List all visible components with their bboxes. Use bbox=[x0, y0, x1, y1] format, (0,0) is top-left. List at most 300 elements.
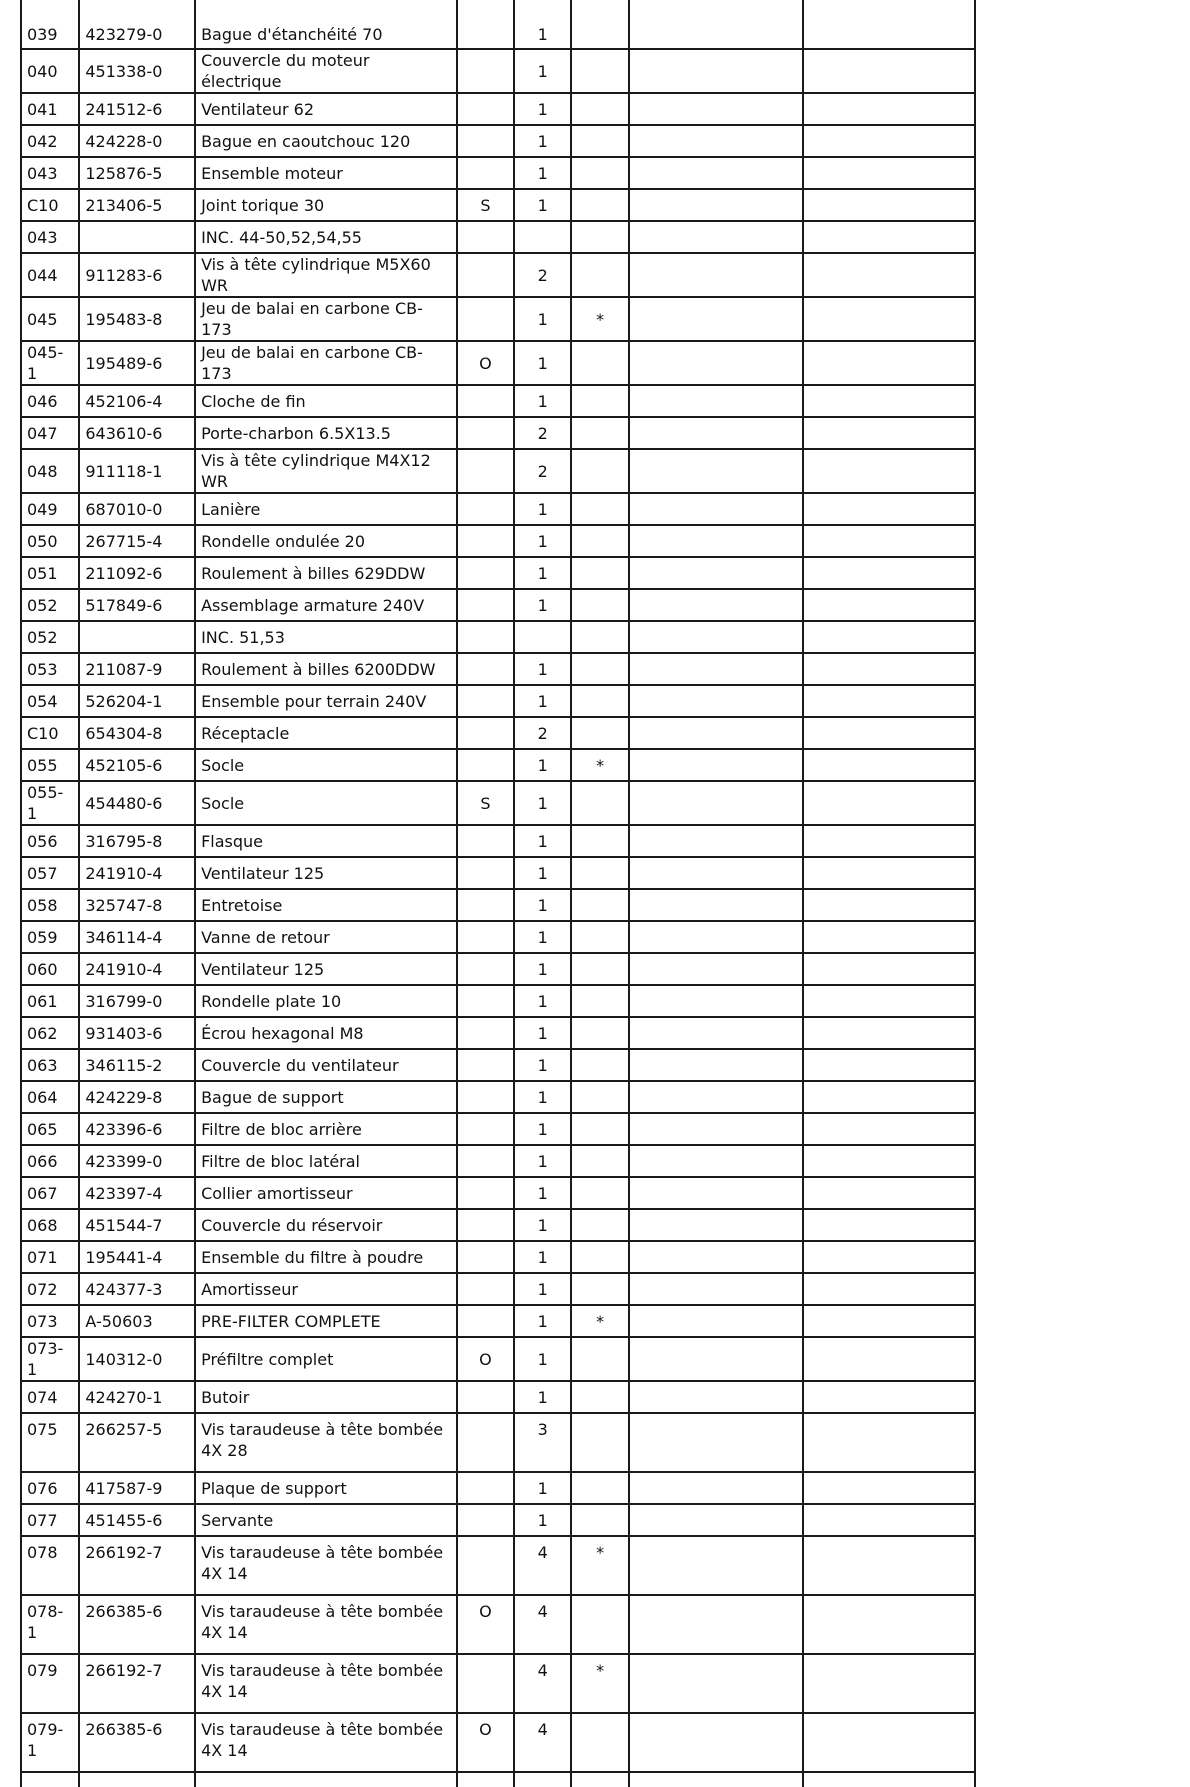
part-number-cell: A-50603 bbox=[79, 1305, 195, 1337]
empty-cell bbox=[803, 557, 975, 589]
description-cell: Lanière bbox=[195, 493, 457, 525]
empty-cell bbox=[629, 781, 803, 825]
ref-number-cell: 060 bbox=[21, 953, 79, 985]
empty-cell bbox=[629, 953, 803, 985]
table-row bbox=[21, 417, 975, 449]
marker-cell bbox=[571, 685, 628, 717]
description-cell: Rondelle plate 10 bbox=[195, 985, 457, 1017]
description-cell: Ensemble du filtre à poudre bbox=[195, 1241, 457, 1273]
description-cell: Rondelle ondulée 20 bbox=[195, 525, 457, 557]
table-row bbox=[21, 221, 975, 253]
ref-number-cell: 054 bbox=[21, 685, 79, 717]
table-row bbox=[21, 557, 975, 589]
part-number-cell: 125876-5 bbox=[79, 157, 195, 189]
marker-cell bbox=[571, 253, 628, 297]
part-number-cell: 451338-0 bbox=[79, 49, 195, 93]
table-row bbox=[21, 589, 975, 621]
note-code-cell bbox=[457, 1081, 514, 1113]
marker-cell bbox=[571, 93, 628, 125]
part-number-cell: 517849-6 bbox=[79, 589, 195, 621]
table-row bbox=[21, 825, 975, 857]
empty-cell bbox=[629, 49, 803, 93]
note-code-cell bbox=[457, 621, 514, 653]
part-number-cell: 423396-6 bbox=[79, 1113, 195, 1145]
empty-cell bbox=[803, 685, 975, 717]
table-row bbox=[21, 0, 975, 49]
empty-cell bbox=[79, 1772, 195, 1787]
note-code-cell bbox=[457, 1305, 514, 1337]
quantity-cell: 1 bbox=[514, 1081, 571, 1113]
part-number-cell: 452105-6 bbox=[79, 749, 195, 781]
empty-cell bbox=[629, 1536, 803, 1595]
empty-cell bbox=[629, 1413, 803, 1472]
quantity-cell: 2 bbox=[514, 417, 571, 449]
parts-list-table bbox=[20, 0, 976, 1787]
table-row bbox=[21, 921, 975, 953]
quantity-cell: 1 bbox=[514, 297, 571, 341]
empty-cell bbox=[803, 1504, 975, 1536]
table-row bbox=[21, 781, 975, 825]
note-code-cell bbox=[457, 1504, 514, 1536]
quantity-cell: 2 bbox=[514, 717, 571, 749]
note-code-cell bbox=[457, 1413, 514, 1472]
table-row bbox=[21, 717, 975, 749]
part-number-cell: 266385-6 bbox=[79, 1595, 195, 1654]
empty-cell bbox=[629, 1017, 803, 1049]
marker-cell: * bbox=[571, 297, 628, 341]
empty-cell bbox=[803, 985, 975, 1017]
description-cell: Assemblage armature 240V bbox=[195, 589, 457, 621]
quantity-cell: 1 bbox=[514, 1145, 571, 1177]
description-cell: Socle bbox=[195, 749, 457, 781]
table-row bbox=[21, 857, 975, 889]
table-row bbox=[21, 1413, 975, 1472]
empty-cell bbox=[629, 921, 803, 953]
quantity-cell: 1 bbox=[514, 685, 571, 717]
table-row bbox=[21, 953, 975, 985]
note-code-cell bbox=[457, 985, 514, 1017]
note-code-cell bbox=[457, 385, 514, 417]
empty-cell bbox=[571, 1772, 628, 1787]
empty-cell bbox=[629, 493, 803, 525]
part-number-cell: 266192-7 bbox=[79, 1654, 195, 1713]
quantity-cell: 1 bbox=[514, 985, 571, 1017]
table-row bbox=[21, 1713, 975, 1772]
empty-cell bbox=[629, 525, 803, 557]
note-code-cell bbox=[457, 653, 514, 685]
description-cell: Ventilateur 125 bbox=[195, 857, 457, 889]
empty-cell bbox=[629, 1472, 803, 1504]
description-cell: Ensemble pour terrain 240V bbox=[195, 685, 457, 717]
part-number-cell: 911118-1 bbox=[79, 449, 195, 493]
table-row bbox=[21, 157, 975, 189]
part-number-cell: 687010-0 bbox=[79, 493, 195, 525]
table-row bbox=[21, 493, 975, 525]
empty-cell bbox=[803, 493, 975, 525]
ref-number-cell: 067 bbox=[21, 1177, 79, 1209]
ref-number-cell: 052 bbox=[21, 589, 79, 621]
empty-cell bbox=[803, 921, 975, 953]
part-number-cell: 241512-6 bbox=[79, 93, 195, 125]
empty-cell bbox=[803, 1177, 975, 1209]
empty-cell bbox=[629, 253, 803, 297]
part-number-cell: 266192-7 bbox=[79, 1536, 195, 1595]
ref-number-cell: 079 bbox=[21, 1654, 79, 1713]
marker-cell: * bbox=[571, 1654, 628, 1713]
marker-cell bbox=[571, 341, 628, 385]
table-row bbox=[21, 1273, 975, 1305]
marker-cell bbox=[571, 49, 628, 93]
description-cell: Socle bbox=[195, 781, 457, 825]
marker-cell bbox=[571, 1049, 628, 1081]
part-number-cell: 316799-0 bbox=[79, 985, 195, 1017]
marker-cell bbox=[571, 1113, 628, 1145]
table-row bbox=[21, 985, 975, 1017]
empty-cell bbox=[457, 1772, 514, 1787]
ref-number-cell: 056 bbox=[21, 825, 79, 857]
table-row bbox=[21, 1017, 975, 1049]
description-cell: Entretoise bbox=[195, 889, 457, 921]
marker-cell bbox=[571, 621, 628, 653]
marker-cell bbox=[571, 717, 628, 749]
empty-cell bbox=[629, 1654, 803, 1713]
marker-cell bbox=[571, 557, 628, 589]
quantity-cell: 1 bbox=[514, 749, 571, 781]
empty-cell bbox=[803, 525, 975, 557]
note-code-cell bbox=[457, 297, 514, 341]
description-cell: Butoir bbox=[195, 1381, 457, 1413]
description-cell: Ventilateur 125 bbox=[195, 953, 457, 985]
ref-number-cell: 061 bbox=[21, 985, 79, 1017]
description-cell: Bague de support bbox=[195, 1081, 457, 1113]
note-code-cell: O bbox=[457, 341, 514, 385]
empty-cell bbox=[803, 1017, 975, 1049]
description-cell: Vis à tête cylindrique M4X12 WR bbox=[195, 449, 457, 493]
note-code-cell bbox=[457, 889, 514, 921]
quantity-cell: 1 bbox=[514, 1177, 571, 1209]
ref-number-cell: 057 bbox=[21, 857, 79, 889]
ref-number-cell: 058 bbox=[21, 889, 79, 921]
marker-cell bbox=[571, 825, 628, 857]
part-number-cell: 241910-4 bbox=[79, 857, 195, 889]
quantity-cell: 1 bbox=[514, 953, 571, 985]
ref-number-cell: 079-1 bbox=[21, 1713, 79, 1772]
ref-number-cell: 045-1 bbox=[21, 341, 79, 385]
empty-cell bbox=[803, 157, 975, 189]
note-code-cell: O bbox=[457, 1595, 514, 1654]
table-row bbox=[21, 525, 975, 557]
ref-number-cell: 055 bbox=[21, 749, 79, 781]
part-number-cell: 195489-6 bbox=[79, 341, 195, 385]
empty-cell bbox=[803, 449, 975, 493]
table-row bbox=[21, 1113, 975, 1145]
description-cell: Vis taraudeuse à tête bombée 4X 14 bbox=[195, 1654, 457, 1713]
marker-cell bbox=[571, 589, 628, 621]
marker-cell bbox=[571, 1145, 628, 1177]
empty-cell bbox=[803, 1595, 975, 1654]
quantity-cell: 2 bbox=[514, 449, 571, 493]
marker-cell bbox=[571, 1381, 628, 1413]
part-number-cell: 266385-6 bbox=[79, 1713, 195, 1772]
marker-cell bbox=[571, 953, 628, 985]
marker-cell bbox=[571, 1595, 628, 1654]
marker-cell bbox=[571, 157, 628, 189]
empty-cell bbox=[629, 1145, 803, 1177]
marker-cell bbox=[571, 985, 628, 1017]
ref-number-cell: 040 bbox=[21, 49, 79, 93]
part-number-cell: 424270-1 bbox=[79, 1381, 195, 1413]
empty-cell bbox=[803, 1536, 975, 1595]
marker-cell bbox=[571, 385, 628, 417]
table-row bbox=[21, 749, 975, 781]
note-code-cell bbox=[457, 685, 514, 717]
quantity-cell: 1 bbox=[514, 889, 571, 921]
ref-number-cell: 055-1 bbox=[21, 781, 79, 825]
note-code-cell bbox=[457, 953, 514, 985]
empty-cell bbox=[629, 557, 803, 589]
quantity-cell: 1 bbox=[514, 93, 571, 125]
table-row bbox=[21, 685, 975, 717]
empty-cell bbox=[803, 1713, 975, 1772]
quantity-cell: 1 bbox=[514, 921, 571, 953]
ref-number-cell: 065 bbox=[21, 1113, 79, 1145]
part-number-cell: 454480-6 bbox=[79, 781, 195, 825]
table-row bbox=[21, 449, 975, 493]
table-row bbox=[21, 1654, 975, 1713]
empty-cell bbox=[803, 717, 975, 749]
part-number-cell bbox=[79, 221, 195, 253]
ref-number-cell: 071 bbox=[21, 1241, 79, 1273]
marker-cell: * bbox=[571, 749, 628, 781]
note-code-cell bbox=[457, 1113, 514, 1145]
part-number-cell: 346114-4 bbox=[79, 921, 195, 953]
empty-cell bbox=[629, 1049, 803, 1081]
empty-cell bbox=[629, 621, 803, 653]
empty-cell bbox=[629, 385, 803, 417]
table-row bbox=[21, 297, 975, 341]
description-cell: Vis taraudeuse à tête bombée 4X 14 bbox=[195, 1536, 457, 1595]
table-row bbox=[21, 1504, 975, 1536]
empty-cell bbox=[803, 781, 975, 825]
empty-cell bbox=[803, 889, 975, 921]
note-code-cell bbox=[457, 1241, 514, 1273]
part-number-cell bbox=[79, 621, 195, 653]
ref-number-cell: 066 bbox=[21, 1145, 79, 1177]
ref-number-cell: 063 bbox=[21, 1049, 79, 1081]
description-cell: Amortisseur bbox=[195, 1273, 457, 1305]
empty-cell bbox=[803, 189, 975, 221]
note-code-cell bbox=[457, 125, 514, 157]
description-cell: Couvercle du ventilateur bbox=[195, 1049, 457, 1081]
note-code-cell bbox=[457, 1017, 514, 1049]
table-row bbox=[21, 889, 975, 921]
marker-cell bbox=[571, 1177, 628, 1209]
ref-number-cell: 042 bbox=[21, 125, 79, 157]
marker-cell bbox=[571, 1504, 628, 1536]
quantity-cell: 1 bbox=[514, 0, 571, 49]
empty-cell bbox=[629, 1273, 803, 1305]
empty-cell bbox=[803, 297, 975, 341]
description-cell: Vanne de retour bbox=[195, 921, 457, 953]
marker-cell bbox=[571, 653, 628, 685]
empty-cell bbox=[803, 1241, 975, 1273]
ref-number-cell: 073 bbox=[21, 1305, 79, 1337]
empty-cell bbox=[803, 589, 975, 621]
note-code-cell bbox=[457, 1472, 514, 1504]
note-code-cell bbox=[457, 825, 514, 857]
ref-number-cell: 041 bbox=[21, 93, 79, 125]
table-row-continuation bbox=[21, 1772, 975, 1787]
note-code-cell bbox=[457, 557, 514, 589]
quantity-cell: 1 bbox=[514, 1241, 571, 1273]
note-code-cell bbox=[457, 1381, 514, 1413]
empty-cell bbox=[629, 449, 803, 493]
quantity-cell: 1 bbox=[514, 341, 571, 385]
note-code-cell bbox=[457, 417, 514, 449]
ref-number-cell: 068 bbox=[21, 1209, 79, 1241]
table-row bbox=[21, 1595, 975, 1654]
empty-cell bbox=[629, 1305, 803, 1337]
marker-cell bbox=[571, 189, 628, 221]
quantity-cell: 1 bbox=[514, 1504, 571, 1536]
quantity-cell: 2 bbox=[514, 253, 571, 297]
note-code-cell bbox=[457, 717, 514, 749]
ref-number-cell: 048 bbox=[21, 449, 79, 493]
part-number-cell: 931403-6 bbox=[79, 1017, 195, 1049]
part-number-cell: 241910-4 bbox=[79, 953, 195, 985]
description-cell: Ensemble moteur bbox=[195, 157, 457, 189]
quantity-cell: 1 bbox=[514, 385, 571, 417]
marker-cell: * bbox=[571, 1536, 628, 1595]
description-cell: Plaque de support bbox=[195, 1472, 457, 1504]
empty-cell bbox=[803, 1654, 975, 1713]
note-code-cell: O bbox=[457, 1337, 514, 1381]
empty-cell bbox=[629, 221, 803, 253]
table-row bbox=[21, 341, 975, 385]
table-row bbox=[21, 189, 975, 221]
table-row bbox=[21, 125, 975, 157]
ref-number-cell: 046 bbox=[21, 385, 79, 417]
table-row bbox=[21, 253, 975, 297]
empty-cell bbox=[629, 1081, 803, 1113]
ref-number-cell: 078 bbox=[21, 1536, 79, 1595]
table-row bbox=[21, 1472, 975, 1504]
description-cell: Filtre de bloc arrière bbox=[195, 1113, 457, 1145]
part-number-cell: 267715-4 bbox=[79, 525, 195, 557]
quantity-cell: 1 bbox=[514, 589, 571, 621]
part-number-cell: 911283-6 bbox=[79, 253, 195, 297]
note-code-cell bbox=[457, 221, 514, 253]
table-row bbox=[21, 1049, 975, 1081]
empty-cell bbox=[629, 825, 803, 857]
empty-cell bbox=[803, 857, 975, 889]
ref-number-cell: 043 bbox=[21, 157, 79, 189]
quantity-cell: 1 bbox=[514, 653, 571, 685]
empty-cell bbox=[803, 93, 975, 125]
part-number-cell: 417587-9 bbox=[79, 1472, 195, 1504]
marker-cell bbox=[571, 781, 628, 825]
table-row bbox=[21, 621, 975, 653]
empty-cell bbox=[629, 93, 803, 125]
description-cell: Roulement à billes 6200DDW bbox=[195, 653, 457, 685]
description-cell: Ventilateur 62 bbox=[195, 93, 457, 125]
note-code-cell bbox=[457, 253, 514, 297]
ref-number-cell: 047 bbox=[21, 417, 79, 449]
empty-cell bbox=[803, 1145, 975, 1177]
quantity-cell: 1 bbox=[514, 49, 571, 93]
description-cell: Jeu de balai en carbone CB-173 bbox=[195, 297, 457, 341]
table-row bbox=[21, 93, 975, 125]
marker-cell bbox=[571, 857, 628, 889]
quantity-cell: 1 bbox=[514, 189, 571, 221]
quantity-cell: 4 bbox=[514, 1713, 571, 1772]
quantity-cell: 4 bbox=[514, 1595, 571, 1654]
marker-cell: * bbox=[571, 1305, 628, 1337]
ref-number-cell: 059 bbox=[21, 921, 79, 953]
marker-cell bbox=[571, 1017, 628, 1049]
empty-cell bbox=[629, 589, 803, 621]
quantity-cell bbox=[514, 221, 571, 253]
note-code-cell bbox=[457, 493, 514, 525]
part-number-cell: 526204-1 bbox=[79, 685, 195, 717]
empty-cell bbox=[803, 0, 975, 49]
quantity-cell: 1 bbox=[514, 157, 571, 189]
table-row bbox=[21, 1209, 975, 1241]
ref-number-cell: 072 bbox=[21, 1273, 79, 1305]
part-number-cell: 643610-6 bbox=[79, 417, 195, 449]
note-code-cell bbox=[457, 1177, 514, 1209]
description-cell: Préfiltre complet bbox=[195, 1337, 457, 1381]
marker-cell bbox=[571, 1081, 628, 1113]
empty-cell bbox=[629, 157, 803, 189]
empty-cell bbox=[803, 1472, 975, 1504]
empty-cell bbox=[629, 1241, 803, 1273]
ref-number-cell: 043 bbox=[21, 221, 79, 253]
note-code-cell bbox=[457, 525, 514, 557]
quantity-cell: 1 bbox=[514, 1381, 571, 1413]
empty-cell bbox=[803, 341, 975, 385]
part-number-cell: 424229-8 bbox=[79, 1081, 195, 1113]
marker-cell bbox=[571, 1413, 628, 1472]
empty-cell bbox=[803, 621, 975, 653]
quantity-cell: 1 bbox=[514, 557, 571, 589]
quantity-cell: 1 bbox=[514, 825, 571, 857]
part-number-cell: 266257-5 bbox=[79, 1413, 195, 1472]
description-cell: Collier amortisseur bbox=[195, 1177, 457, 1209]
marker-cell bbox=[571, 1713, 628, 1772]
part-number-cell: 423279-0 bbox=[79, 0, 195, 49]
part-number-cell: 346115-2 bbox=[79, 1049, 195, 1081]
marker-cell bbox=[571, 1273, 628, 1305]
empty-cell bbox=[629, 417, 803, 449]
quantity-cell: 1 bbox=[514, 1337, 571, 1381]
empty-cell bbox=[803, 1413, 975, 1472]
quantity-cell: 1 bbox=[514, 1049, 571, 1081]
note-code-cell bbox=[457, 1654, 514, 1713]
description-cell: Vis taraudeuse à tête bombée 4X 14 bbox=[195, 1595, 457, 1654]
quantity-cell: 1 bbox=[514, 493, 571, 525]
part-number-cell: 195483-8 bbox=[79, 297, 195, 341]
empty-cell bbox=[803, 1772, 975, 1787]
note-code-cell bbox=[457, 0, 514, 49]
empty-cell bbox=[629, 1113, 803, 1145]
quantity-cell: 1 bbox=[514, 781, 571, 825]
marker-cell bbox=[571, 0, 628, 49]
ref-number-cell: 062 bbox=[21, 1017, 79, 1049]
ref-number-cell: 039 bbox=[21, 0, 79, 49]
empty-cell bbox=[629, 857, 803, 889]
note-code-cell: O bbox=[457, 1713, 514, 1772]
